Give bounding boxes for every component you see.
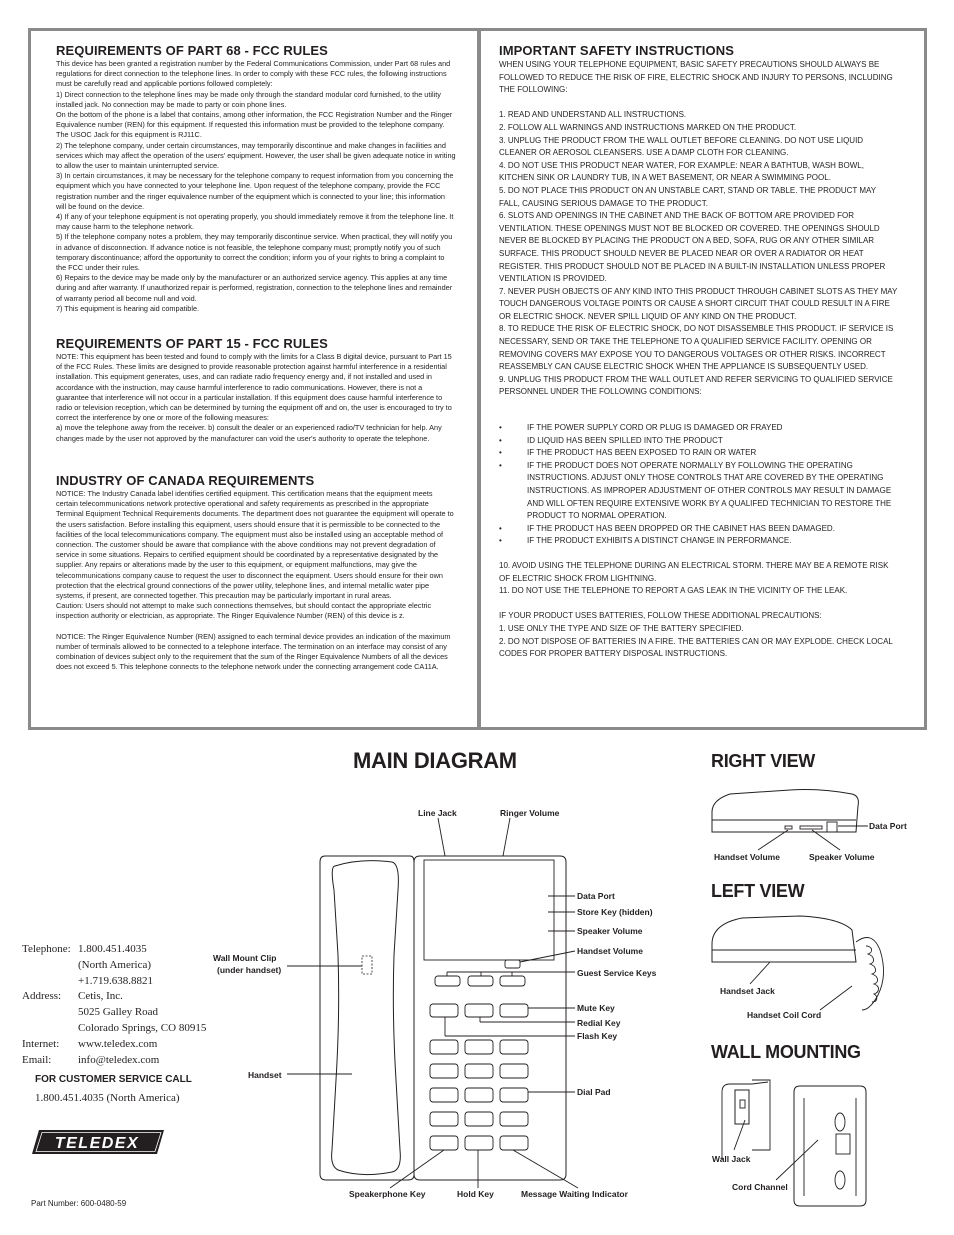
safety-bullet: • IF THE PRODUCT HAS BEEN EXPOSED TO RAIN OR WATER	[499, 447, 899, 460]
wall-mounting-title: WALL MOUNTING	[711, 1042, 861, 1062]
address-1: Cetis, Inc.	[78, 990, 123, 1003]
label-speaker-volume: Speaker Volume	[577, 926, 643, 936]
part68-text: This device has been granted a registration number by the Federal Communications Commission, under Part 68 rules and regulations for direct connection to the telephone lines. In order to comply with these FCC rules, the following instructions must be carefully read and applicable portions followed completely: 1) Direct connection to the telephone lines may be made only through the standard modular cord furnished, to the utility installed jack. No connection may be made to party or coin phone lines. On the bottom of the phone is a label that contains, among other information, the FCC Registration Number and the Ringer Equivalence number (REN) for this equipment. If requested this information must be provided to the telephone company. The USOC Jack for this equipment is RJ11C. 2) The telephone company, under certain circumstances, may temporarily discontinue and make changes in facilities and services which may affect the operation of the users' equipment. However, the user shall be given adequate notice in writing to allow the user to maintain uninterrupted service. 3) In certain circumstances, it may be necessary for the telephone company to request information from you concerning the equipment which you have connected to your telephone line. Upon request of the telephone company, provide the FCC registration number and the ringer equivalence number of the equipment which is connected to your line; this information will be found on the device. 4) If any of your telephone equipment is not operating properly, you should immediately remove it from the telephone line. It may cause harm to the telephone network. 5) If the telephone company notes a problem, they may temporarily discontinue service. When practical, they will notify you in advance of disconnection. If advance notice is not feasible, the telephone company must; promptly notify you of such temporary discontinuance; afford the opportunity to correct the condition; inform you of your rights to bring a complaint to the FCC under their rules. 6) Repairs to the device may be made only by the manufacturer or an authorized service agency. This applies at any time during and after warranty. If unauthorized repair is performed, registration, connection to the telephone lines and remainder of warranty period all become null and void. 7) This equipment is hearing aid compatible.	[56, 59, 456, 313]
address-2: 5025 Galley Road	[78, 1006, 159, 1019]
label-store-key: Store Key (hidden)	[577, 907, 653, 917]
safety-tail: 10. AVOID USING THE TELEPHONE DURING AN ELECTRICAL STORM. THERE MAY BE A REMOTE RISK OF ELECTRIC SHOCK FROM LIGHTNING. 11. DO NOT USE THE TELEPHONE TO REPORT A GAS LEAK IN THE VICINITY OF THE LEAK. IF YOUR PRODUCT USES BATTERIES, FOLLOW THESE ADDITIONAL PRECAUTIONS: 1. USE ONLY THE TYPE AND SIZE OF THE BATTERY SPECIFIED. 2. DO NOT DISPOSE OF BATTERIES IN A FIRE. THE BATTERIES CAN OR MAY EXPLODE. CHECK LOCAL CODES FOR PROPER BATTERY DISPOSAL INSTRUCTIONS.	[499, 561, 893, 659]
email-address: info@teledex.com	[78, 1053, 160, 1066]
canada-text: NOTICE: The Industry Canada label identifies certified equipment. This certification means that the equipment meets certain telecommunications network protective operational and safety requirements as prescribed in the appropriate Terminal Equipment Technical Requirements documents. The department does not guarantee the equipment will operate to the users satisfaction. Before installing this equipment, users should ensure that it is permissible to be connected to the facilities of the local telecommunications company. The equipment must also be installed using an acceptable method of connection. The customer should be aware that compliance with the above conditions may not prevent degradation of service in some situations. Repairs to certified equipment should be coordinated by a representative designated by the supplier. Any repairs or alterations made by the user to this equipment, or equipment malfunctions, may give the telecommunications company cause to request the user to disconnect the equipment. Users should ensure for their own protection that the electrical ground connections of the power utility, telephone lines, and internal metallic water pipe systems, if present, are connected together. This precaution may be particularly important in rural areas. Caution: Users should not attempt to make such connections themselves, but should contact the appropriate electric inspection authority or electrician, as appropriate. The Ringer Equivalence Number (REN) of this device is z. NOTICE: The Ringer Equivalence Number (REN) assigned to each terminal device provides an indication of the maximum number of terminals allowed to be connected to a telephone interface. The termination on an interface may consist of any combination of devices subject only to the requirement that the sum of the Ringer Equivalence Numbers of all the devices does not exceed 5. This telephone connects to the telephone network under the connecting arrangement code CA11A.	[56, 489, 454, 672]
label-message-waiting: Message Waiting Indicator	[521, 1189, 628, 1199]
part15-title: REQUIREMENTS OF PART 15 - FCC RULES	[56, 336, 328, 351]
safety-title: IMPORTANT SAFETY INSTRUCTIONS	[499, 43, 734, 58]
safety-bullet: • IF THE PRODUCT EXHIBITS A DISTINCT CHANGE IN PERFORMANCE.	[499, 535, 899, 548]
right-view-title: RIGHT VIEW	[711, 751, 815, 771]
label-line-jack: Line Jack	[418, 808, 457, 818]
part15-text: NOTE: This equipment has been tested and found to comply with the limits for a Class B digital device, pursuant to Part 15 of the FCC Rules. These limits are designed to provide reasonable protection against harmful interference in a residential installation. This equipment generates, uses, and can radiate radio frequency energy and, if not installed and used in accordance with the instruction, may cause harmful interference to radio communications. However, there is not a guarantee that interference will not occur in a particular installation. If this equipment does cause harmful interference to radio or television reception, which can be determined by turning the equipment off and on, the user is encouraged to try to correct the interference by one or more of the following measures: a) move the telephone away from the receiver. b) consult the dealer or an experienced radio/TV technician for help. Any changes made by the user not approved by the manufacturer can void the user's authority to operate the telephone.	[56, 352, 452, 443]
label-guest-service-keys: Guest Service Keys	[577, 968, 657, 978]
label-wall-mount-clip-note: (under handset)	[217, 965, 282, 975]
main-diagram-title: MAIN DIAGRAM	[353, 748, 517, 773]
email-label: Email:	[22, 1053, 52, 1066]
label-wall-mount-clip: Wall Mount Clip	[213, 953, 277, 963]
left-view-title: LEFT VIEW	[711, 881, 805, 901]
label-handset-volume: Handset Volume	[577, 946, 643, 956]
label-flash-key: Flash Key	[577, 1031, 618, 1041]
address-3: Colorado Springs, CO 80915	[78, 1021, 207, 1034]
label-redial-key: Redial Key	[577, 1018, 621, 1028]
logo-text: TELEDEX	[54, 1135, 140, 1152]
safety-bullet: • ID LIQUID HAS BEEN SPILLED INTO THE PRODUCT	[499, 435, 899, 448]
telephone-1-note: (North America)	[78, 958, 151, 971]
safety-bullet: • IF THE PRODUCT HAS BEEN DROPPED OR THE CABINET HAS BEEN DAMAGED.	[499, 523, 899, 536]
label-mute-key: Mute Key	[577, 1003, 615, 1013]
main-phone-drawing	[287, 818, 578, 1188]
internet-url: www.teledex.com	[78, 1037, 158, 1050]
label-handset: Handset	[248, 1070, 282, 1080]
right-view-drawing	[712, 790, 868, 851]
contact-block	[22, 942, 206, 1068]
left-label-handset-jack: Handset Jack	[720, 986, 775, 996]
right-label-speaker-volume: Speaker Volume	[809, 852, 875, 862]
safety-bullet: • IF THE POWER SUPPLY CORD OR PLUG IS DAMAGED OR FRAYED	[499, 422, 899, 435]
safety-text: WHEN USING YOUR TELEPHONE EQUIPMENT, BASIC SAFETY PRECAUTIONS SHOULD ALWAYS BE FOLLOWED TO REDUCE THE RISK OF FIRE, ELECTRIC SHOCK AND INJURY TO PERSONS, INCLUDING THE FOLLOWING: 1. READ AND UNDERSTAND ALL INSTRUCTIONS. 2. FOLLOW ALL WARNINGS AND INSTRUCTIONS MARKED ON THE PRODUCT. 3. UNPLUG THE PRODUCT FROM THE WALL OUTLET BEFORE CLEANING. DO NOT USE LIQUID CLEANER OR AEROSOL CLEANSERS. USE A DAMP CLOTH FOR CLEANING. 4. DO NOT USE THIS PRODUCT NEAR WATER, FOR EXAMPLE: NEAR A BATHTUB, WASH BOWL, KITCHEN SINK OR LAUNDRY TUB, IN A WET BASEMENT, OR NEAR A SWIMMING POOL. 5. DO NOT PLACE THIS PRODUCT ON AN UNSTABLE CART, STAND OR TABLE. THE PRODUCT MAY FALL, CAUSING SERIOUS DAMAGE TO THE PRODUCT. 6. SLOTS AND OPENINGS IN THE CABINET AND THE BACK OF BOTTOM ARE PROVIDED FOR VENTILATION. THESE OPENINGS MUST NOT BE BLOCKED OR COVERED. THE OPENINGS SHOULD NEVER BE BLOCKED BY PLACING THE PRODUCT ON A BED, SOFA, RUG OR ANY OTHER SIMILAR SURFACE. THIS PRODUCT SHOULD NEVER BE PLACED NEAR OR OVER A RADIATOR OR HEAT REGISTER. THIS PRODUCT SHOULD NOT BE PLACED IN A BUILT-IN INSTALLATION UNLESS PROPER VENTILATION IS PROVIDED. 7. NEVER PUSH OBJECTS OF ANY KIND INTO THIS PRODUCT THROUGH CABINET SLOTS AS THEY MAY TOUCH DANGEROUS VOLTAGE POINTS OR CAUSE A SHORT CIRCUIT THAT COULD RESULT IN A FIRE OR ELECTRIC SHOCK. NEVER SPILL LIQUID OF ANY KIND ON THE PRODUCT. 8. TO REDUCE THE RISK OF ELECTRIC SHOCK, DO NOT DISASSEMBLE THIS PRODUCT. IF SERVICE IS NECESSARY, SEND OR TAKE THE TELEPHONE TO A QUALIFIED SERVICE FACILITY. OPENING OR REMOVING COVERS MAY EXPOSE YOU TO DANGEROUS VOLTAGES OR OTHER RISKS. INCORRECT REASSEMBLY CAN CAUSE ELECTRIC SHOCK WHEN THE APPLIANCE IS SUBSEQUENTLY USED. 9. UNPLUG THIS PRODUCT FROM THE WALL OUTLET AND REFER SERVICING TO QUALIFIED SERVICE PERSONNEL UNDER THE FOLLOWING CONDITIONS:	[499, 60, 898, 397]
label-hold-key: Hold Key	[457, 1189, 494, 1199]
internet-label: Internet:	[22, 1037, 60, 1050]
customer-service-title: FOR CUSTOMER SERVICE CALL	[35, 1074, 192, 1085]
telephone-2: +1.719.638.8821	[78, 974, 153, 987]
part68-title: REQUIREMENTS OF PART 68 - FCC RULES	[56, 43, 328, 58]
left-label-coil-cord: Handset Coil Cord	[747, 1010, 822, 1020]
part-number: Part Number: 600-0480-59	[31, 1199, 127, 1208]
label-speakerphone-key: Speakerphone Key	[349, 1189, 426, 1199]
safety-bullet: • IF THE PRODUCT DOES NOT OPERATE NORMALLY BY FOLLOWING THE OPERATING INSTRUCTIONS. ADJUST ONLY THOSE CONTROLS THAT ARE COVERED BY THE OPERATING INSTRUCTIONS. AS IMPROPER ADJUSTMENT OF OTHER CONTROLS MAY RESULT IN DAMAGE AND WILL OFTEN REQUIRE EXTENSIVE WORK BY A QUALIFED TECHNICIAN TO RESTORE THE PRODUCT TO NORMAL OPERATION.	[499, 460, 899, 523]
label-data-port: Data Port	[577, 891, 615, 901]
right-label-data-port: Data Port	[869, 821, 907, 831]
address-label: Address:	[22, 990, 62, 1003]
label-dial-pad: Dial Pad	[577, 1087, 611, 1097]
label-ringer-volume: Ringer Volume	[500, 808, 560, 818]
right-label-handset-volume: Handset Volume	[714, 852, 780, 862]
telephone-label: Telephone:	[22, 943, 71, 955]
wall-label-cord-channel: Cord Channel	[732, 1182, 788, 1192]
teledex-logo	[31, 1129, 165, 1155]
canada-title: INDUSTRY OF CANADA REQUIREMENTS	[56, 473, 315, 488]
wall-label-wall-jack: Wall Jack	[712, 1154, 751, 1164]
customer-service-phone: 1.800.451.4035 (North America)	[35, 1092, 180, 1104]
telephone-1: 1.800.451.4035	[78, 943, 147, 955]
